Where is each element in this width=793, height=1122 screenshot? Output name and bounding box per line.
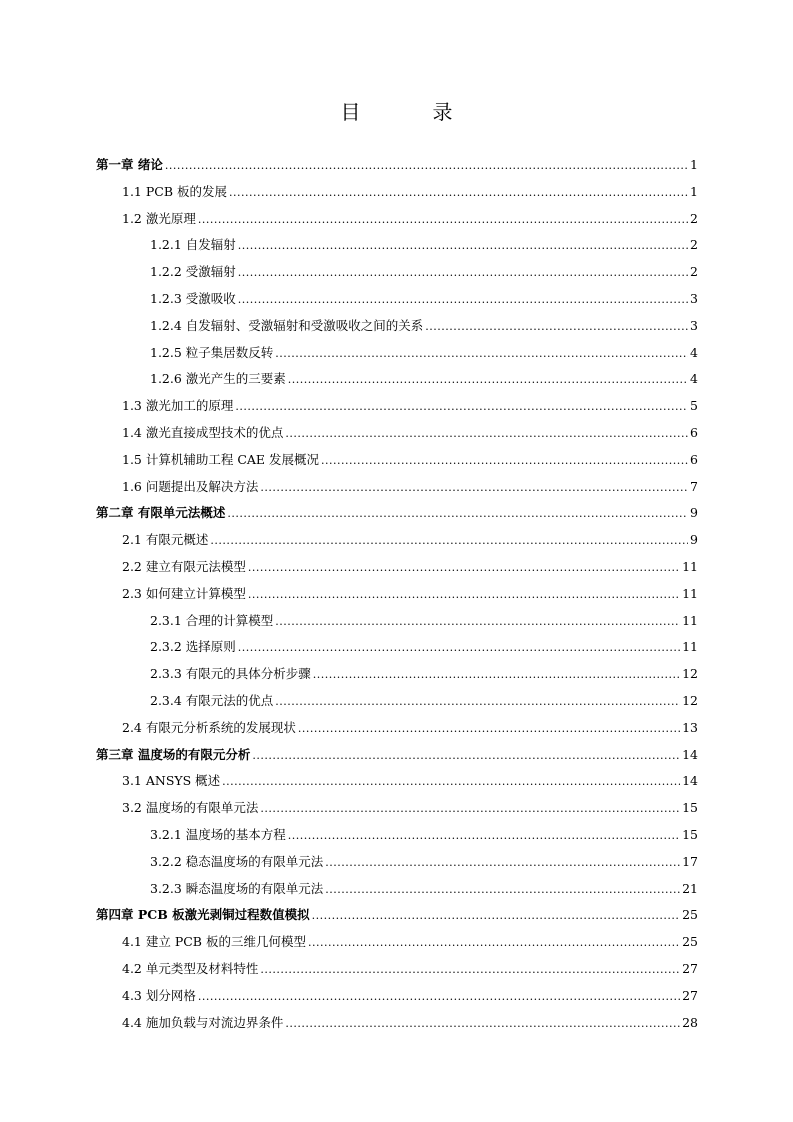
- toc-entry-label: 1.2.1 自发辐射: [150, 237, 236, 253]
- toc-section-entry[interactable]: [122, 773, 698, 790]
- toc-dot-leader: [325, 882, 680, 898]
- toc-page-number: 9: [690, 532, 698, 548]
- toc-dot-leader: [313, 667, 680, 683]
- toc-page-number: 7: [690, 478, 698, 494]
- toc-dot-leader: [238, 640, 680, 656]
- toc-page-number: 2: [690, 264, 698, 280]
- toc-entry-label: 第四章 PCB 板激光剥铜过程数值模拟: [96, 907, 310, 923]
- toc-entry-label: 第三章 温度场的有限元分析: [96, 746, 251, 762]
- toc-page-number: 14: [682, 746, 698, 762]
- toc-section-entry[interactable]: [122, 720, 698, 737]
- toc-page-number: 12: [682, 693, 698, 708]
- toc-entry-label: 4.2 单元类型及材料特性: [122, 961, 259, 976]
- toc-entry-label: 2.3.4 有限元法的优点: [150, 693, 274, 708]
- toc-dot-leader: [227, 506, 688, 522]
- toc-dot-leader: [275, 614, 680, 630]
- toc-entry-label: 4.3 划分网格: [122, 987, 196, 1003]
- toc-section-entry[interactable]: [122, 800, 698, 817]
- toc-entry-label: 1.2 激光原理: [122, 210, 196, 226]
- toc-dot-leader: [288, 372, 688, 388]
- toc-section-entry[interactable]: [122, 559, 698, 576]
- toc-entry-label: 2.4 有限元分析系统的发展现状: [122, 719, 296, 735]
- toc-subsection-entry[interactable]: [150, 237, 698, 254]
- toc-page-number: 15: [682, 800, 698, 816]
- toc-dot-leader: [260, 962, 680, 978]
- toc-dot-leader: [248, 587, 680, 603]
- toc-page-number: 21: [682, 880, 698, 896]
- page-title: 目 录: [340, 100, 479, 124]
- toc-subsection-entry[interactable]: [150, 371, 698, 388]
- toc-subsection-entry[interactable]: [150, 318, 698, 335]
- toc-subsection-entry[interactable]: [150, 345, 698, 362]
- toc-section-entry[interactable]: [122, 452, 698, 469]
- toc-page-number: 12: [682, 666, 698, 682]
- toc-page-number: 25: [682, 934, 698, 950]
- toc-section-entry[interactable]: [122, 988, 698, 1005]
- toc-dot-leader: [238, 238, 688, 254]
- toc-entry-label: 3.2.2 稳态温度场的有限单元法: [150, 853, 324, 869]
- toc-entry-label: 1.3 激光加工的原理: [122, 398, 234, 414]
- toc-entry-label: 2.3.3 有限元的具体分析步骤: [150, 666, 311, 682]
- toc-subsection-entry[interactable]: [150, 881, 698, 898]
- toc-entry-label: 1.2.3 受激吸收: [150, 291, 236, 306]
- toc-page-number: 3: [690, 317, 698, 333]
- toc-dot-leader: [222, 774, 680, 790]
- toc-subsection-entry[interactable]: [150, 613, 698, 630]
- toc-dot-leader: [275, 346, 688, 362]
- toc-dot-leader: [285, 426, 688, 442]
- toc-page-number: 28: [682, 1014, 698, 1030]
- toc-dot-leader: [235, 399, 688, 415]
- toc-page-number: 2: [690, 237, 698, 253]
- toc-page-number: 4: [690, 344, 698, 360]
- toc-section-entry[interactable]: [122, 479, 698, 496]
- toc-page-number: 13: [682, 719, 698, 735]
- toc-subsection-entry[interactable]: [150, 264, 698, 281]
- toc-entry-label: 4.1 建立 PCB 板的三维几何模型: [122, 934, 306, 950]
- toc-page-number: 6: [690, 451, 698, 467]
- toc-dot-leader: [238, 265, 688, 281]
- toc-dot-leader: [198, 989, 680, 1005]
- toc-subsection-entry[interactable]: [150, 827, 698, 844]
- toc-dot-leader: [285, 1016, 680, 1032]
- toc-page-number: 1: [690, 157, 698, 172]
- toc-dot-leader: [312, 908, 680, 924]
- toc-entry-label: 1.2.2 受激辐射: [150, 264, 236, 280]
- toc-section-entry[interactable]: [122, 184, 698, 201]
- toc-page-number: 1: [690, 183, 698, 199]
- toc-chapter-entry[interactable]: [96, 907, 698, 924]
- toc-entry-label: 1.2.6 激光产生的三要素: [150, 371, 286, 387]
- toc-entry-label: 3.2.3 瞬态温度场的有限单元法: [150, 880, 324, 896]
- toc-page-number: 27: [682, 961, 698, 976]
- toc-section-entry[interactable]: [122, 398, 698, 415]
- toc-subsection-entry[interactable]: [150, 854, 698, 871]
- toc-dot-leader: [321, 453, 688, 469]
- toc-entry-label: 2.3.2 选择原则: [150, 639, 236, 655]
- toc-dot-leader: [248, 560, 680, 576]
- toc-section-entry[interactable]: [122, 934, 698, 951]
- toc-section-entry[interactable]: [122, 961, 698, 978]
- toc-page-number: 4: [690, 371, 698, 387]
- toc-page-number: 11: [682, 585, 698, 601]
- toc-entry-label: 3.2.1 温度场的基本方程: [150, 827, 286, 842]
- toc-entry-label: 4.4 施加负载与对流边界条件: [122, 1014, 284, 1030]
- toc-dot-leader: [198, 212, 688, 228]
- toc-chapter-entry[interactable]: [96, 505, 698, 522]
- toc-entry-label: 1.1 PCB 板的发展: [122, 183, 227, 199]
- toc-dot-leader: [229, 185, 688, 201]
- toc-dot-leader: [308, 935, 680, 951]
- toc-entry-label: 第二章 有限单元法概述: [96, 505, 226, 521]
- toc-dot-leader: [165, 158, 688, 174]
- toc-section-entry[interactable]: [122, 425, 698, 442]
- toc-subsection-entry[interactable]: [150, 291, 698, 308]
- toc-chapter-entry[interactable]: [96, 747, 698, 764]
- toc-dot-leader: [210, 533, 688, 549]
- toc-entry-label: 2.3.1 合理的计算模型: [150, 612, 274, 628]
- toc-entry-label: 1.6 问题提出及解决方法: [122, 478, 259, 494]
- toc-section-entry[interactable]: [122, 211, 698, 228]
- toc-page-number: 27: [682, 987, 698, 1003]
- toc-page-number: 11: [682, 612, 698, 628]
- toc-page-number: 3: [690, 291, 698, 306]
- toc-entry-label: 3.1 ANSYS 概述: [122, 773, 221, 789]
- toc-entry-label: 2.2 建立有限元法模型: [122, 559, 246, 574]
- toc-page-number: 14: [682, 773, 698, 789]
- toc-entry-label: 1.5 计算机辅助工程 CAE 发展概况: [122, 451, 320, 467]
- toc-page-number: 11: [682, 639, 698, 655]
- toc-entry-label: 1.2.4 自发辐射、受激辐射和受激吸收之间的关系: [150, 317, 424, 333]
- toc-page-number: 6: [690, 425, 698, 440]
- toc-section-entry[interactable]: [122, 1015, 698, 1032]
- toc-entry-label: 2.3 如何建立计算模型: [122, 585, 246, 601]
- toc-dot-leader: [252, 748, 680, 764]
- toc-dot-leader: [298, 721, 680, 737]
- toc-dot-leader: [260, 801, 680, 817]
- toc-subsection-entry[interactable]: [150, 639, 698, 656]
- toc-page-number: 2: [690, 210, 698, 226]
- toc-page-number: 11: [682, 559, 698, 574]
- toc-page-number: 5: [690, 398, 698, 414]
- toc-dot-leader: [425, 319, 688, 335]
- toc-dot-leader: [260, 480, 688, 496]
- toc-entry-label: 第一章 绪论: [96, 157, 163, 172]
- toc-dot-leader: [238, 292, 688, 308]
- toc-section-entry[interactable]: [122, 586, 698, 603]
- toc-page-number: 17: [682, 853, 698, 869]
- toc-entry-label: 3.2 温度场的有限单元法: [122, 800, 259, 816]
- toc-dot-leader: [275, 694, 680, 710]
- toc-entry-label: 2.1 有限元概述: [122, 532, 209, 548]
- toc-subsection-entry[interactable]: [150, 666, 698, 683]
- toc-entry-label: 1.4 激光直接成型技术的优点: [122, 425, 284, 440]
- toc-page-number: 9: [690, 505, 698, 521]
- toc-dot-leader: [325, 855, 680, 871]
- toc-section-entry[interactable]: [122, 532, 698, 549]
- toc-chapter-entry[interactable]: [96, 157, 698, 174]
- toc-subsection-entry[interactable]: [150, 693, 698, 710]
- toc-dot-leader: [288, 828, 680, 844]
- toc-page-number: 25: [682, 907, 698, 923]
- toc-page-number: 15: [682, 827, 698, 842]
- toc-entry-label: 1.2.5 粒子集居数反转: [150, 344, 274, 360]
